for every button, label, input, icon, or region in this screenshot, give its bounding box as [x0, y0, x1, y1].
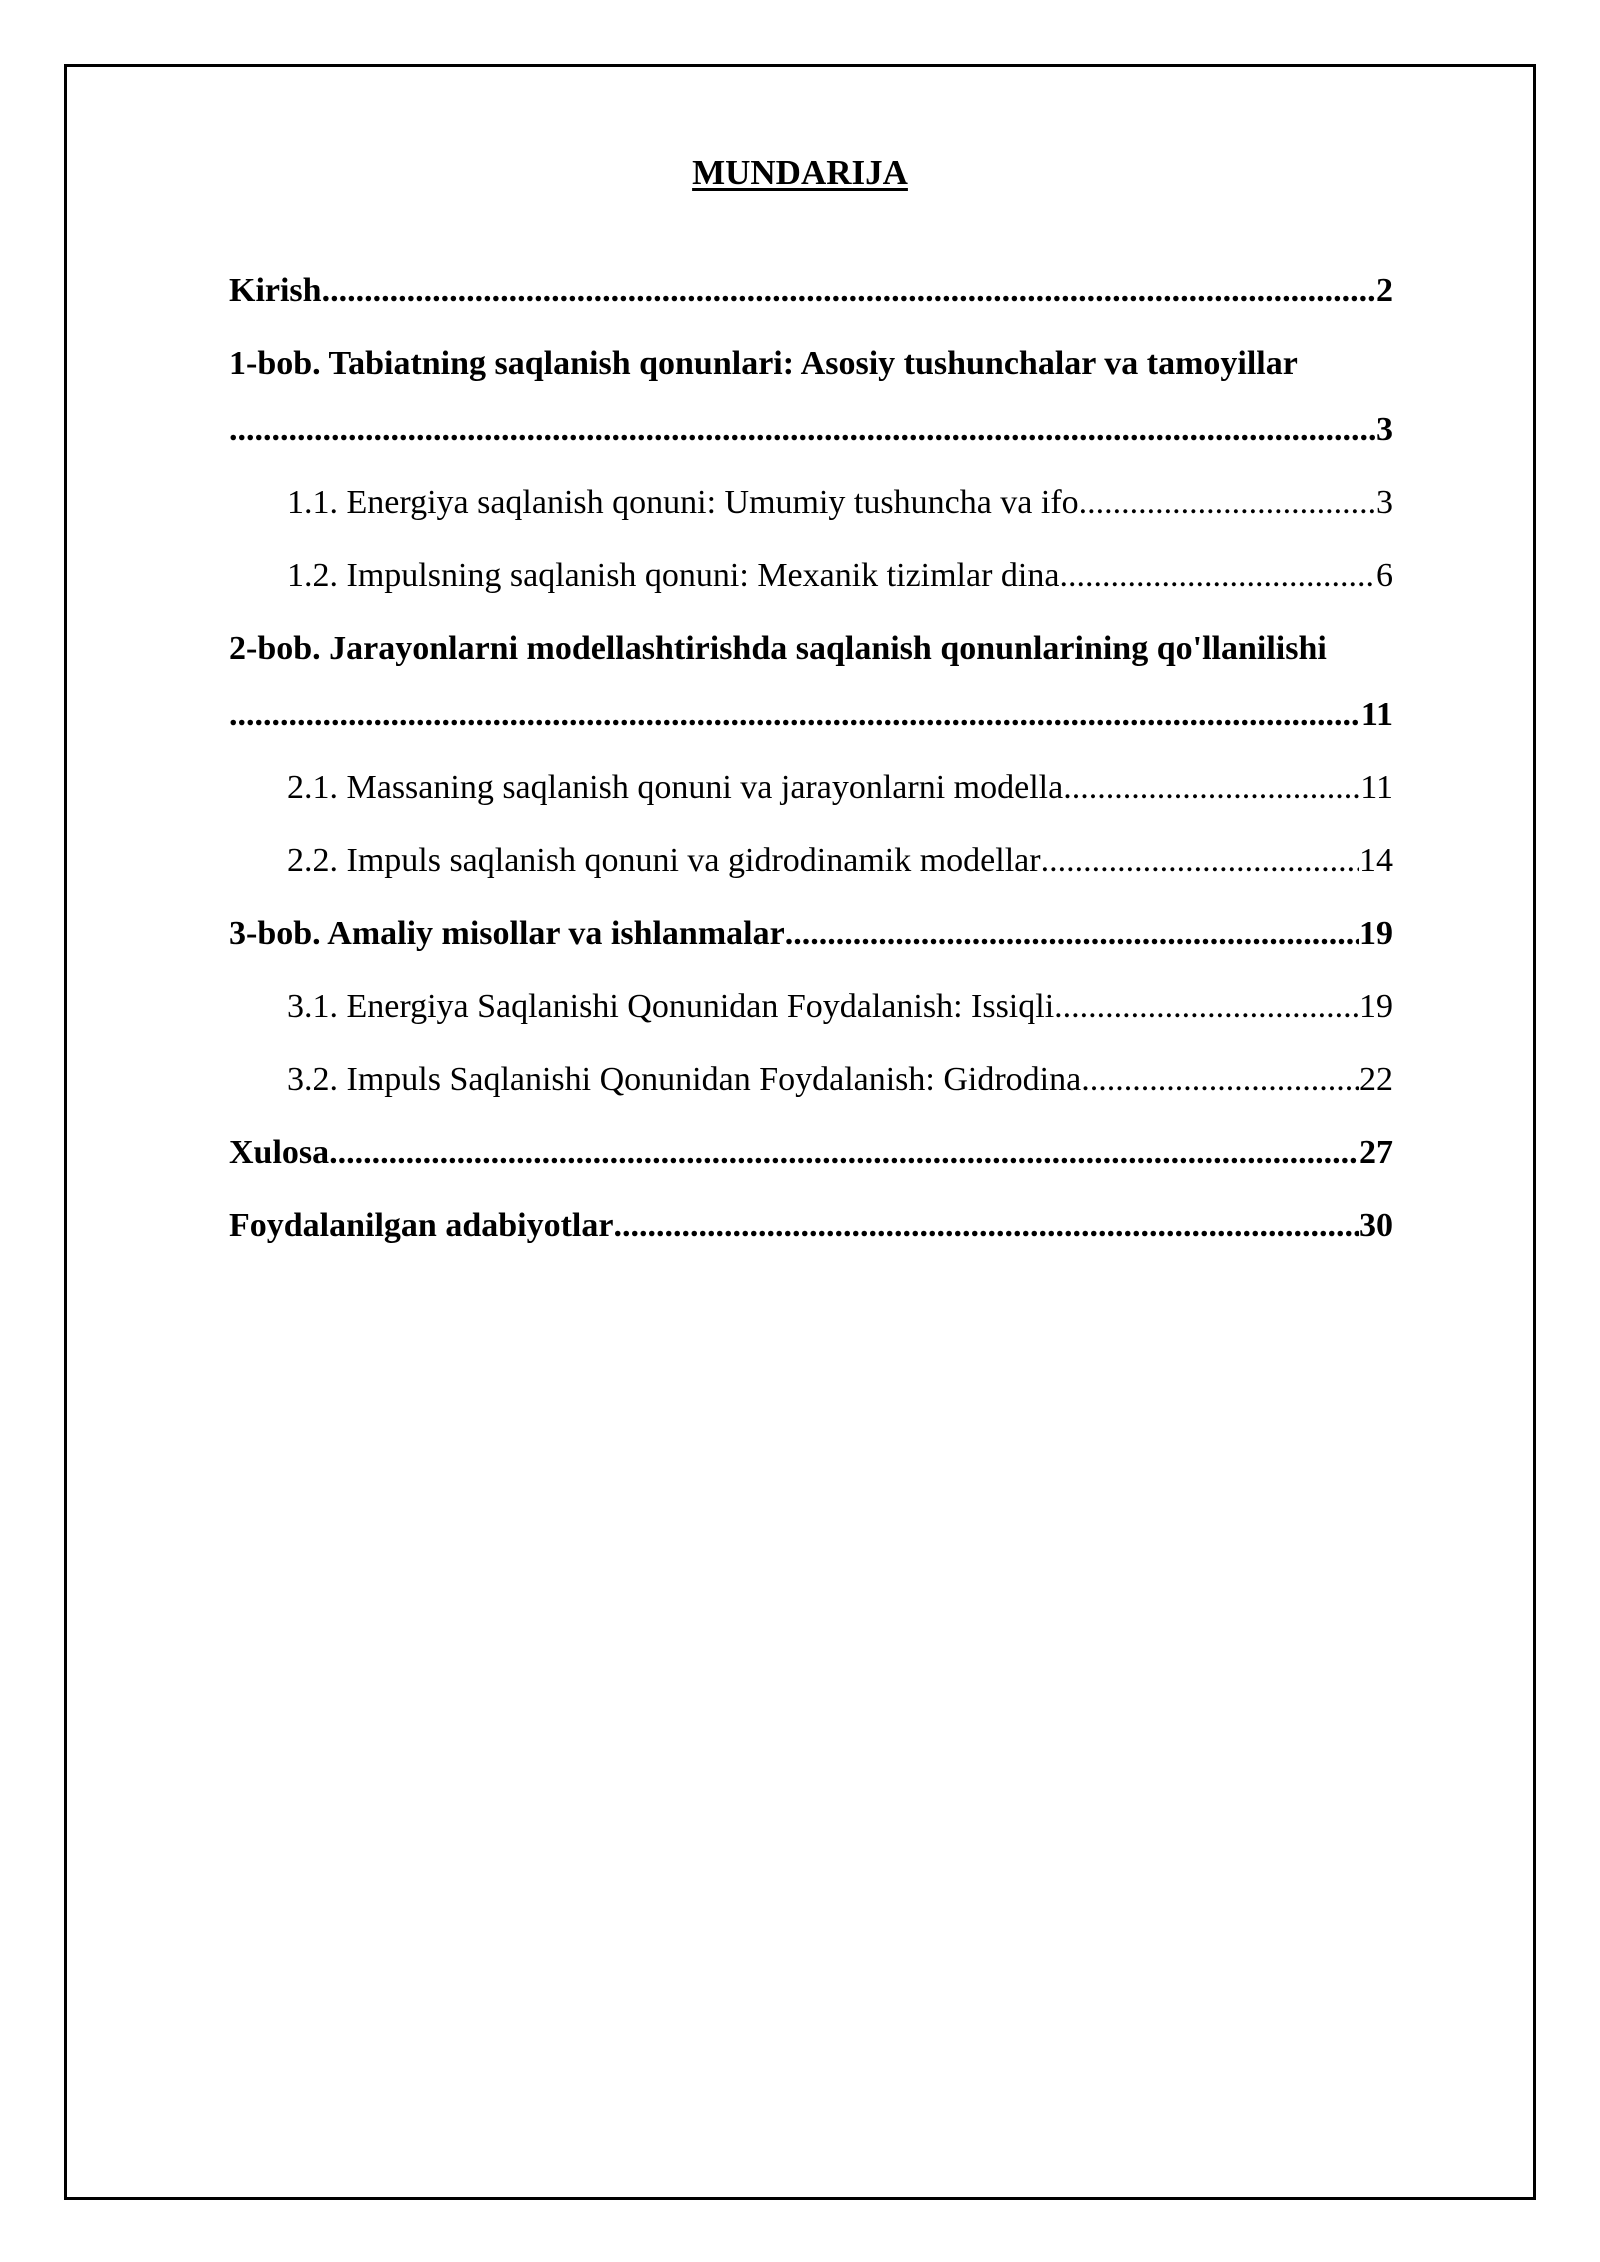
toc-entry-page: 19 [1359, 915, 1393, 952]
toc-entry-page: 3 [1376, 411, 1393, 448]
toc-leader-dots [229, 694, 1361, 736]
toc-leader-dots [1081, 1059, 1359, 1101]
toc-entry-page: 27 [1359, 1134, 1393, 1171]
toc-entry-section-2-2[interactable] [287, 840, 1393, 882]
toc-leader-dots [229, 409, 1376, 451]
toc-entry-references[interactable] [229, 1205, 1393, 1247]
toc-leader-dots [322, 270, 1376, 312]
toc-entry-label: 2-bob. Jarayonlarni modellashtirishda saqlanish qonunlarining qo'llanilishi [229, 630, 1327, 667]
toc-entry-section-1-2[interactable] [287, 555, 1393, 597]
toc-entry-label: 3-bob. Amaliy misollar va ishlanmalar [229, 915, 785, 952]
toc-entry-page: 30 [1359, 1207, 1393, 1244]
toc-leader-dots [613, 1205, 1359, 1247]
toc-entry-label: 2.2. Impuls saqlanish qonuni va gidrodinamik modellar [287, 842, 1041, 879]
toc-entry-chapter-1-leader[interactable] [229, 409, 1393, 451]
toc-entry-label: 1-bob. Tabiatning saqlanish qonunlari: Asosiy tushunchalar va tamoyillar [229, 345, 1298, 382]
toc-entry-chapter-1-title[interactable] [229, 343, 1442, 385]
toc-entry-page: 6 [1376, 557, 1393, 594]
toc-entry-xulosa[interactable] [229, 1132, 1393, 1174]
toc-entry-section-3-2[interactable] [287, 1059, 1393, 1101]
toc-leader-dots [1063, 767, 1360, 809]
toc-entry-page: 11 [1360, 696, 1393, 733]
toc-entry-page: 2 [1376, 272, 1393, 309]
toc-entry-section-1-1[interactable] [287, 482, 1393, 524]
toc-entry-page: 3 [1376, 484, 1393, 521]
page-title [0, 152, 1600, 194]
toc-leader-dots [329, 1132, 1359, 1174]
toc-heading: MUNDARIJA [692, 153, 908, 192]
toc-entry-label: 1.2. Impulsning saqlanish qonuni: Mexanik tizimlar dina [287, 557, 1060, 594]
toc-entry-chapter-2-leader[interactable] [229, 694, 1393, 736]
toc-entry-label: Foydalanilgan adabiyotlar [229, 1207, 614, 1244]
toc-leader-dots [785, 913, 1359, 955]
toc-entry-label: Xulosa [229, 1134, 330, 1171]
toc-entry-label: 2.1. Massaning saqlanish qonuni va jarayonlarni modella [287, 769, 1064, 806]
toc-entry-chapter-3[interactable] [229, 913, 1393, 955]
toc-entry-label: 3.2. Impuls Saqlanishi Qonunidan Foydalanish: Gidrodina [287, 1061, 1082, 1098]
toc-entry-kirish[interactable] [229, 270, 1393, 312]
toc-entry-page: 19 [1359, 988, 1393, 1025]
toc-entry-label: 1.1. Energiya saqlanish qonuni: Umumiy tushuncha va ifo [287, 484, 1079, 521]
toc-leader-dots [1041, 840, 1359, 882]
toc-leader-dots [1059, 555, 1376, 597]
toc-entry-section-3-1[interactable] [287, 986, 1393, 1028]
toc-entry-page: 14 [1359, 842, 1393, 879]
toc-entry-section-2-1[interactable] [287, 767, 1393, 809]
toc-entry-chapter-2-title[interactable] [229, 628, 1442, 670]
toc-leader-dots [1054, 986, 1359, 1028]
toc-leader-dots [1079, 482, 1376, 524]
toc-entry-page: 11 [1360, 769, 1393, 806]
toc-entry-page: 22 [1359, 1061, 1393, 1098]
toc-entry-label: Kirish [229, 272, 322, 309]
toc-entry-label: 3.1. Energiya Saqlanishi Qonunidan Foydalanish: Issiqli [287, 988, 1055, 1025]
